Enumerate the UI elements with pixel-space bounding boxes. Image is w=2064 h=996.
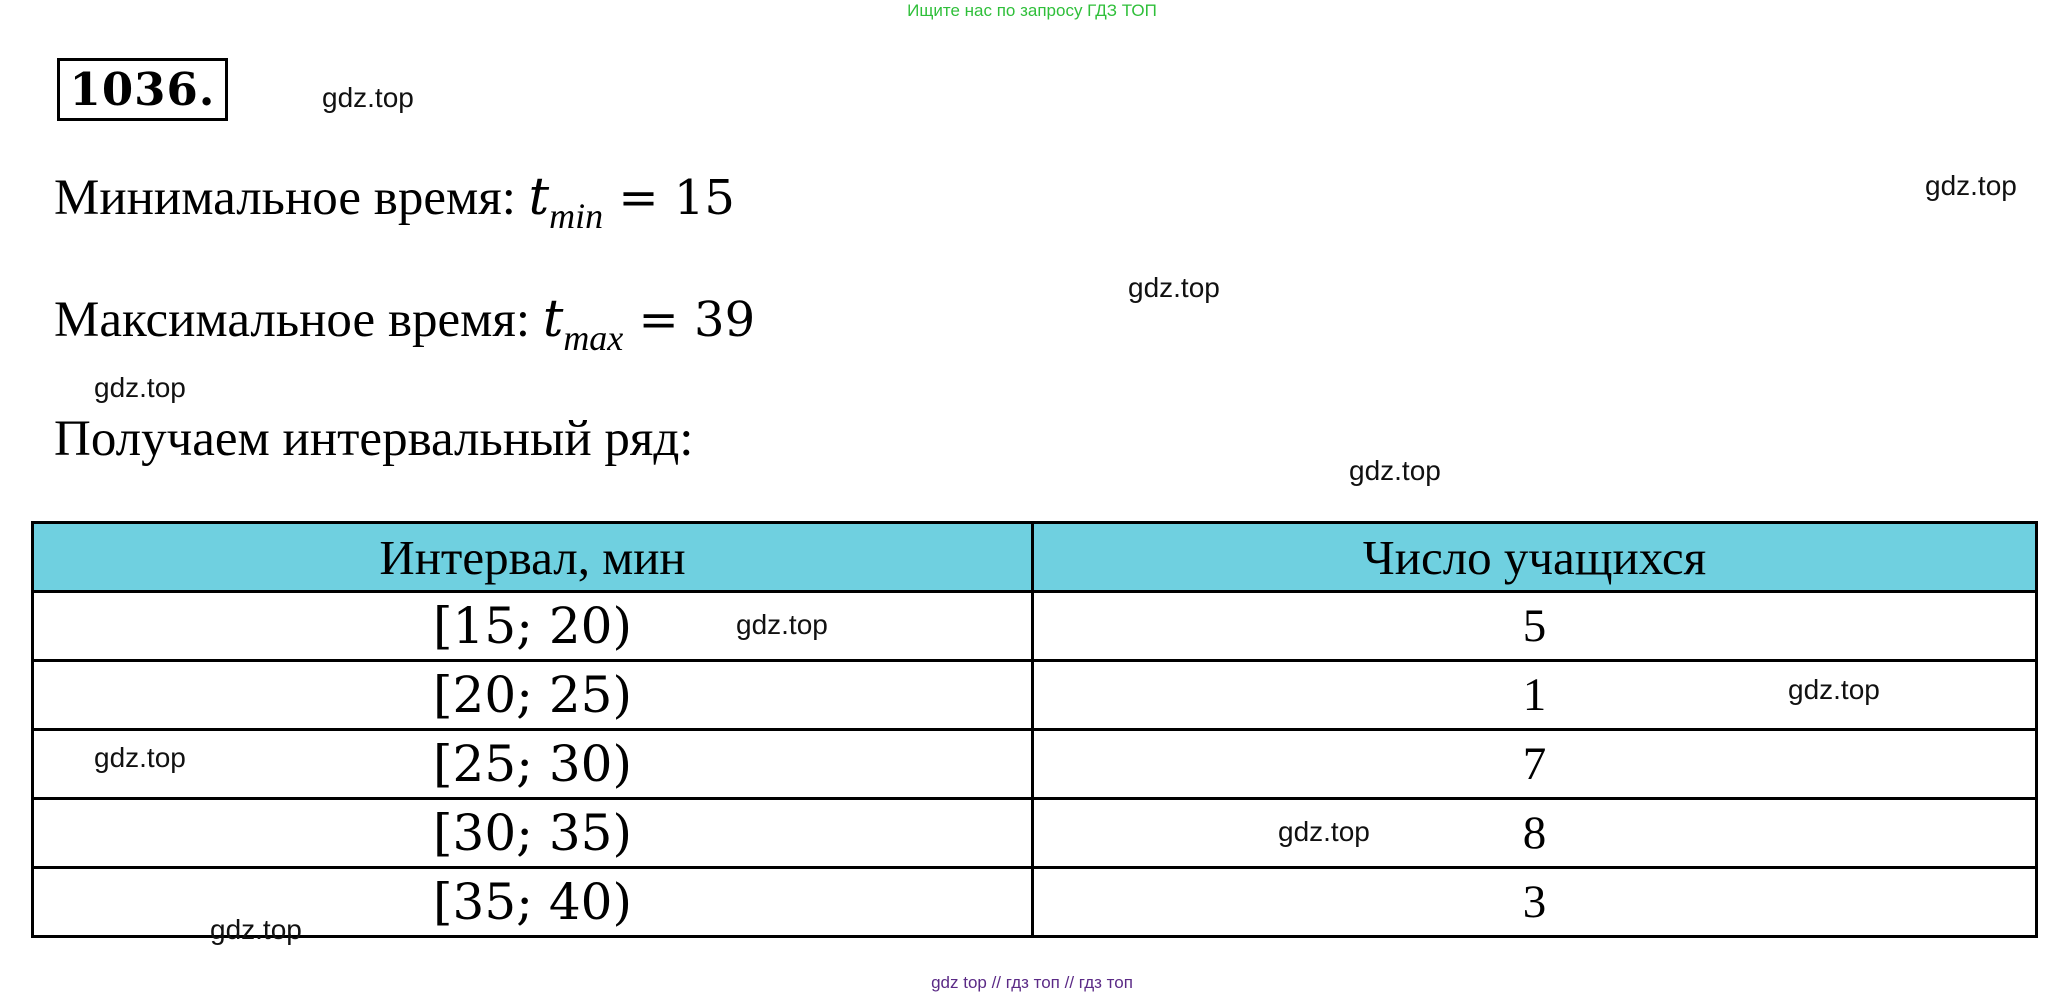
watermark: gdz.top [322, 82, 414, 113]
interval-cell: [30; 35) [33, 799, 1033, 868]
count-cell: 5 [1033, 592, 2037, 661]
footer-links[interactable]: gdz top // гдз топ // гдз топ [931, 973, 1133, 992]
watermark: gdz.top [1278, 816, 1370, 847]
min-time-line [54, 168, 735, 236]
interval-cell: [15; 20) [33, 592, 1033, 661]
table-header-row [33, 523, 2037, 592]
min-time-label: Минимальное время: [54, 170, 529, 226]
interval-cell: [35; 40) [33, 868, 1033, 937]
watermark: gdz.top [1128, 272, 1220, 303]
watermark: gdz.top [94, 372, 186, 403]
min-time-subscript: min [549, 196, 604, 236]
count-cell: 8 [1033, 799, 2037, 868]
watermark: gdz.top [736, 609, 828, 640]
max-time-symbol: t [542, 290, 564, 349]
table-row [33, 799, 2037, 868]
count-cell: 1 [1033, 661, 2037, 730]
max-time-subscript: max [563, 318, 624, 358]
watermark: gdz.top [94, 742, 186, 773]
table-row [33, 868, 2037, 937]
header-count: Число учащихся [1033, 523, 2037, 592]
table-row [33, 730, 2037, 799]
series-heading: Получаем интервальный ряд: [54, 411, 694, 467]
table-row [33, 661, 2037, 730]
header-interval: Интервал, мин [33, 523, 1033, 592]
count-cell: 7 [1033, 730, 2037, 799]
top-banner-link[interactable]: Ищите нас по запросу ГДЗ ТОП [907, 1, 1157, 20]
table-row [33, 592, 2037, 661]
count-cell: 3 [1033, 868, 2037, 937]
watermark: gdz.top [1349, 455, 1441, 486]
min-time-value: = 15 [603, 170, 735, 226]
min-time-symbol: t [528, 168, 550, 227]
interval-cell: [20; 25) [33, 661, 1033, 730]
watermark: gdz.top [210, 914, 302, 945]
watermark: gdz.top [1788, 674, 1880, 705]
interval-series-table [31, 521, 2038, 938]
watermark: gdz.top [1925, 170, 2017, 201]
interval-cell: [25; 30) [33, 730, 1033, 799]
max-time-line [54, 290, 756, 358]
max-time-value: = 39 [623, 292, 756, 348]
problem-number: 1036. [57, 58, 228, 121]
max-time-label: Максимальное время: [54, 292, 543, 348]
